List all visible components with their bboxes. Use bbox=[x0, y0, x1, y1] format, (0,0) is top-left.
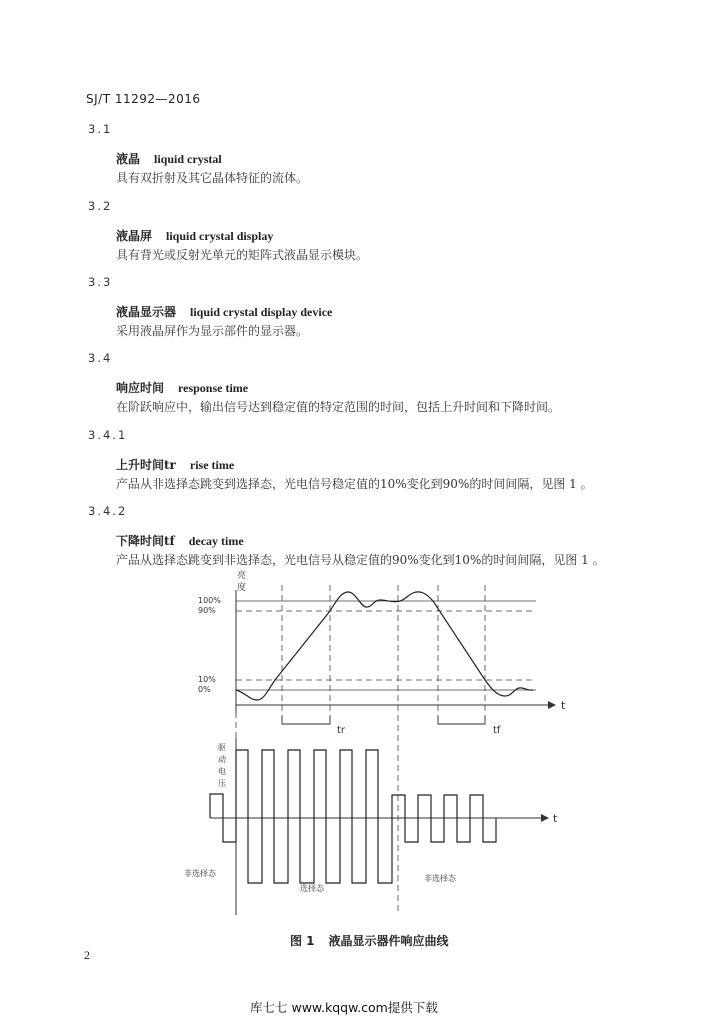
term-cn: 响应时间 bbox=[116, 381, 165, 395]
state-nonselect-right: 非选择态 bbox=[424, 874, 456, 883]
voltage-label-2: 动 bbox=[218, 755, 226, 764]
brightness-label-2: 度 bbox=[237, 583, 247, 593]
axis-t-top: t bbox=[561, 699, 566, 712]
caption-number: 图 1 bbox=[290, 934, 315, 948]
state-nonselect-left: 非选择态 bbox=[184, 869, 216, 878]
brightness-label-1: 亮 bbox=[237, 571, 247, 581]
term-heading bbox=[116, 379, 248, 396]
term-cn: 液晶显示器 bbox=[116, 305, 177, 319]
term-en: response time bbox=[178, 381, 249, 395]
tf-bracket bbox=[438, 716, 485, 724]
term-definition: 产品从非选择态跳变到选择态，光电信号稳定值的10%变化到90%的时间间隔，见图 1 。 bbox=[116, 477, 593, 491]
brightness-response-curve bbox=[236, 592, 533, 700]
arrow-right-icon bbox=[548, 701, 556, 709]
term-definition: 具有背光或反射光单元的矩阵式液晶显示模块。 bbox=[116, 248, 369, 262]
clause-number: 3.2 bbox=[88, 199, 113, 213]
clause-number: 3.1 bbox=[88, 122, 113, 136]
drive-voltage-waveform bbox=[210, 750, 496, 883]
tf-label: tf bbox=[493, 725, 501, 736]
term-definition: 产品从选择态跳变到非选择态，光电信号从稳定值的90%变化到10%的时间间隔，见图 1 。 bbox=[116, 553, 605, 567]
label-100: 100% bbox=[198, 596, 221, 605]
term-heading bbox=[116, 532, 244, 549]
term-heading bbox=[116, 303, 332, 320]
term-en: decay time bbox=[188, 534, 244, 548]
clause-number: 3.4.2 bbox=[88, 504, 128, 518]
figure-caption bbox=[290, 932, 449, 949]
page-number: 2 bbox=[84, 948, 90, 962]
label-0: 0% bbox=[198, 685, 211, 694]
term-heading bbox=[116, 456, 234, 473]
term-en: liquid crystal display bbox=[166, 229, 274, 243]
clause-number: 3.3 bbox=[88, 275, 113, 289]
caption-title: 液晶显示器件响应曲线 bbox=[328, 934, 449, 948]
term-cn: 液晶 bbox=[116, 152, 141, 166]
term-en: liquid crystal display device bbox=[190, 305, 333, 319]
response-curve-figure bbox=[0, 560, 724, 930]
term-definition: 在阶跃响应中，输出信号达到稳定值的特定范围的时间，包括上升时间和下降时间。 bbox=[116, 400, 561, 414]
clause-number: 3.4.1 bbox=[88, 428, 128, 442]
tr-bracket bbox=[282, 716, 330, 724]
term-heading bbox=[116, 150, 222, 167]
label-90: 90% bbox=[198, 606, 216, 615]
clause-number: 3.4 bbox=[88, 351, 113, 365]
footer-source: 库七七 www.kqqw.com提供下载 bbox=[250, 1000, 438, 1015]
state-select: 选择态 bbox=[300, 884, 324, 893]
label-10: 10% bbox=[198, 675, 216, 684]
voltage-label-4: 压 bbox=[218, 779, 226, 788]
arrow-right-icon bbox=[541, 814, 549, 822]
term-cn: 液晶屏 bbox=[116, 229, 153, 243]
term-definition: 具有双折射及其它晶体特征的流体。 bbox=[116, 171, 309, 185]
tr-label: tr bbox=[337, 725, 346, 736]
axis-t-bottom: t bbox=[553, 812, 558, 825]
standard-number: SJ/T 11292—2016 bbox=[86, 92, 201, 106]
term-definition: 采用液晶屏作为显示部件的显示器。 bbox=[116, 324, 309, 338]
term-cn: 上升时间tr bbox=[116, 458, 176, 472]
term-en: liquid crystal bbox=[154, 152, 222, 166]
voltage-label-3: 电 bbox=[218, 767, 226, 776]
term-cn: 下降时间tf bbox=[116, 534, 175, 548]
term-en: rise time bbox=[189, 458, 235, 472]
voltage-label-1: 驱 bbox=[218, 743, 226, 752]
term-heading bbox=[116, 227, 273, 244]
